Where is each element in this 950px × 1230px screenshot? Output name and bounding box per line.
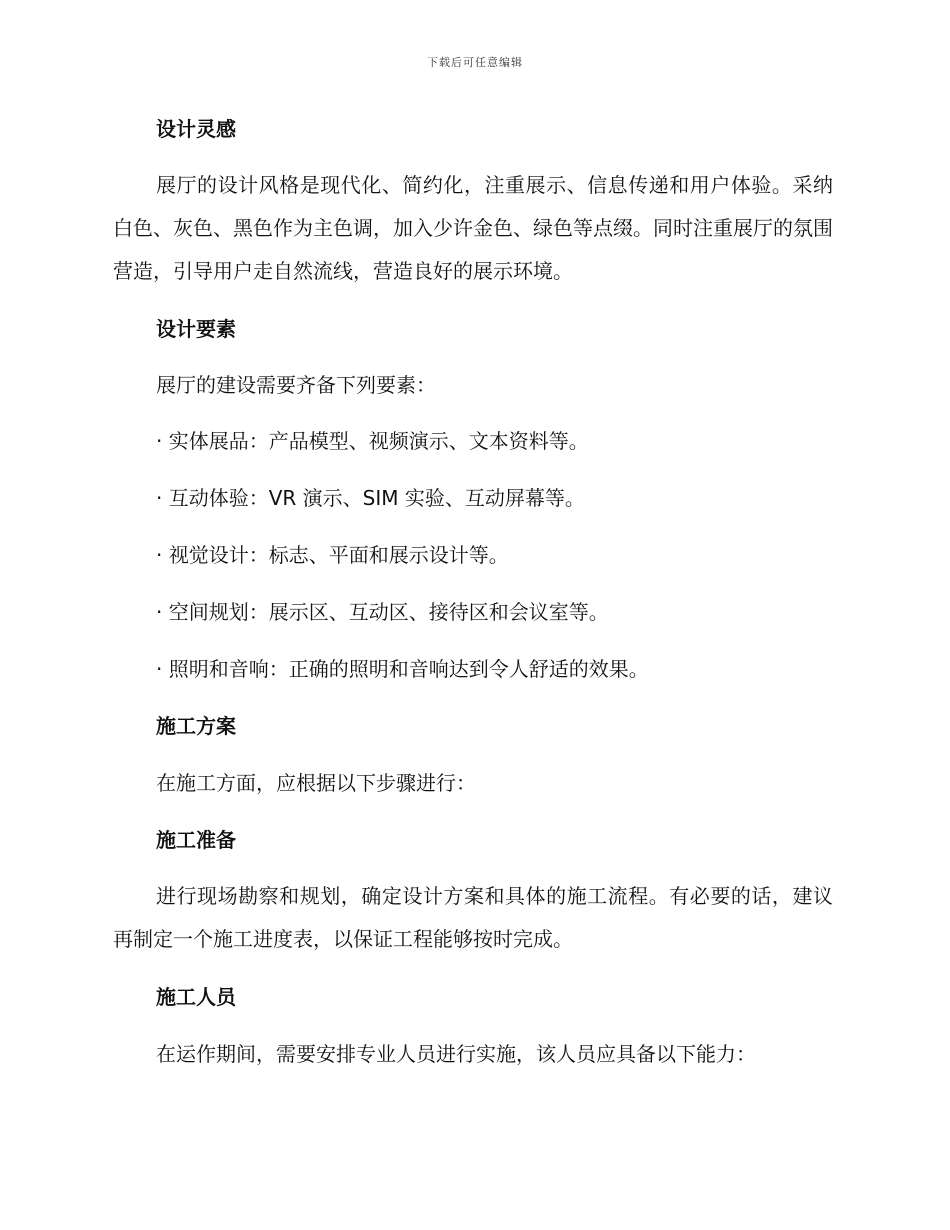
paragraph-inspiration: 展厅的设计风格是现代化、简约化，注重展示、信息传递和用户体验。采纳白色、灰色、黑色作为主色调，加入少许金色、绿色等点缀。同时注重展厅的氛围营造，引导用户走自然流线，营造良好的展示环境。 bbox=[113, 173, 833, 283]
paragraph-construction-intro: 在施工方面，应根据以下步骤进行： bbox=[156, 771, 476, 795]
header-note: 下载后可任意编辑 bbox=[427, 56, 523, 69]
paragraph-staff: 在运作期间，需要安排专业人员进行实施，该人员应具备以下能力： bbox=[156, 1042, 756, 1066]
section-heading-construction: 施工方案 bbox=[156, 714, 236, 738]
list-item: · 照明和音响：正确的照明和音响达到令人舒适的效果。 bbox=[156, 657, 649, 681]
list-item: · 实体展品：产品模型、视频演示、文本资料等。 bbox=[156, 429, 589, 453]
list-item: · 互动体验：VR 演示、SIM 实验、互动屏幕等。 bbox=[156, 486, 585, 510]
section-heading-inspiration: 设计灵感 bbox=[156, 117, 236, 141]
document-body bbox=[113, 112, 833, 1071]
paragraph-elements-intro: 展厅的建设需要齐备下列要素： bbox=[156, 373, 436, 397]
paragraph-prep: 进行现场勘察和规划，确定设计方案和具体的施工流程。有必要的话，建议再制定一个施工进度表，以保证工程能够按时完成。 bbox=[113, 884, 833, 951]
section-heading-prep: 施工准备 bbox=[156, 828, 236, 852]
list-item: · 视觉设计：标志、平面和展示设计等。 bbox=[156, 543, 509, 567]
section-heading-elements: 设计要素 bbox=[156, 317, 236, 341]
list-item: · 空间规划：展示区、互动区、接待区和会议室等。 bbox=[156, 600, 609, 624]
section-heading-staff: 施工人员 bbox=[156, 985, 236, 1009]
